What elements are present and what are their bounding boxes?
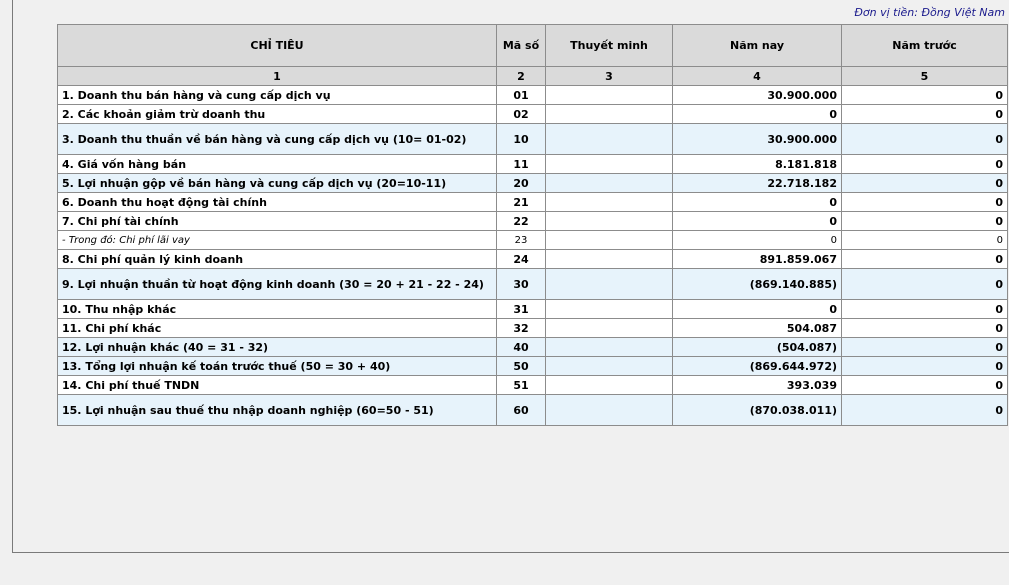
row-current: 0 [673,105,842,124]
row-code: 60 [497,395,546,426]
row-name: 11. Chi phí khác [58,319,497,338]
table-row [58,269,1008,300]
column-number: 4 [673,67,842,86]
row-current: 30.900.000 [673,86,842,105]
row-name: 8. Chi phí quản lý kinh doanh [58,250,497,269]
column-number-row [58,67,1008,86]
table-row [58,174,1008,193]
row-note [546,105,673,124]
currency-unit-label: Đơn vị tiền: Đồng Việt Nam [854,6,1005,19]
row-code: 24 [497,250,546,269]
table-row [58,231,1008,250]
row-previous: 0 [842,155,1008,174]
row-name: 10. Thu nhập khác [58,300,497,319]
row-current: 891.859.067 [673,250,842,269]
row-note [546,155,673,174]
row-name: 15. Lợi nhuận sau thuế thu nhập doanh nghiệp (60=50 - 51) [58,395,497,426]
row-note [546,212,673,231]
row-previous: 0 [842,231,1008,250]
table-row [58,300,1008,319]
row-current: 8.181.818 [673,155,842,174]
row-current: (504.087) [673,338,842,357]
row-note [546,395,673,426]
left-frame-border [0,0,13,584]
row-previous: 0 [842,193,1008,212]
row-note [546,376,673,395]
column-number: 5 [842,67,1008,86]
row-previous: 0 [842,86,1008,105]
header-current-year: Năm nay [673,25,842,67]
table-row [58,338,1008,357]
row-previous: 0 [842,174,1008,193]
row-previous: 0 [842,212,1008,231]
row-note [546,269,673,300]
column-number: 1 [58,67,497,86]
row-name: 1. Doanh thu bán hàng và cung cấp dịch vụ [58,86,497,105]
row-note [546,319,673,338]
row-code: 51 [497,376,546,395]
row-name: 13. Tổng lợi nhuận kế toán trước thuế (50 = 30 + 40) [58,357,497,376]
header-previous-year: Năm trước [842,25,1008,67]
row-previous: 0 [842,124,1008,155]
row-current: 30.900.000 [673,124,842,155]
row-note [546,250,673,269]
row-code: 20 [497,174,546,193]
row-current: (869.644.972) [673,357,842,376]
row-code: 11 [497,155,546,174]
row-note [546,124,673,155]
row-code: 21 [497,193,546,212]
row-code: 01 [497,86,546,105]
row-note [546,231,673,250]
table-row [58,193,1008,212]
row-code: 32 [497,319,546,338]
header-code: Mã số [497,25,546,67]
table-row [58,86,1008,105]
row-code: 40 [497,338,546,357]
row-current: (870.038.011) [673,395,842,426]
income-statement-table [57,24,1008,426]
row-previous: 0 [842,319,1008,338]
row-code: 23 [497,231,546,250]
row-previous: 0 [842,269,1008,300]
row-note [546,193,673,212]
row-current: 393.039 [673,376,842,395]
table-row [58,105,1008,124]
row-current: 0 [673,193,842,212]
row-name: 2. Các khoản giảm trừ doanh thu [58,105,497,124]
row-previous: 0 [842,250,1008,269]
row-previous: 0 [842,395,1008,426]
row-name: 3. Doanh thu thuần về bán hàng và cung cấp dịch vụ (10= 01-02) [58,124,497,155]
row-current: 0 [673,231,842,250]
table-row [58,319,1008,338]
row-note [546,338,673,357]
row-name: 7. Chi phí tài chính [58,212,497,231]
row-note [546,300,673,319]
row-name: 6. Doanh thu hoạt động tài chính [58,193,497,212]
row-previous: 0 [842,300,1008,319]
row-current: (869.140.885) [673,269,842,300]
row-code: 30 [497,269,546,300]
header-note: Thuyết minh [546,25,673,67]
table-row [58,155,1008,174]
row-previous: 0 [842,338,1008,357]
header-row [58,25,1008,67]
table-row [58,395,1008,426]
row-previous: 0 [842,105,1008,124]
row-code: 50 [497,357,546,376]
bottom-panel [12,552,1009,585]
row-current: 22.718.182 [673,174,842,193]
column-number: 2 [497,67,546,86]
table-row [58,357,1008,376]
row-name: 4. Giá vốn hàng bán [58,155,497,174]
table-row [58,376,1008,395]
row-name: 12. Lợi nhuận khác (40 = 31 - 32) [58,338,497,357]
row-current: 504.087 [673,319,842,338]
row-note [546,174,673,193]
row-code: 02 [497,105,546,124]
row-previous: 0 [842,357,1008,376]
row-name: - Trong đó: Chi phí lãi vay [58,231,497,250]
row-code: 31 [497,300,546,319]
row-previous: 0 [842,376,1008,395]
row-code: 10 [497,124,546,155]
table-row [58,212,1008,231]
table-row [58,250,1008,269]
row-name: 5. Lợi nhuận gộp về bán hàng và cung cấp dịch vụ (20=10-11) [58,174,497,193]
row-name: 14. Chi phí thuế TNDN [58,376,497,395]
row-note [546,86,673,105]
row-current: 0 [673,300,842,319]
header-name: CHỈ TIÊU [58,25,497,67]
row-note [546,357,673,376]
row-current: 0 [673,212,842,231]
column-number: 3 [546,67,673,86]
table-row [58,124,1008,155]
row-code: 22 [497,212,546,231]
row-name: 9. Lợi nhuận thuần từ hoạt động kinh doanh (30 = 20 + 21 - 22 - 24) [58,269,497,300]
